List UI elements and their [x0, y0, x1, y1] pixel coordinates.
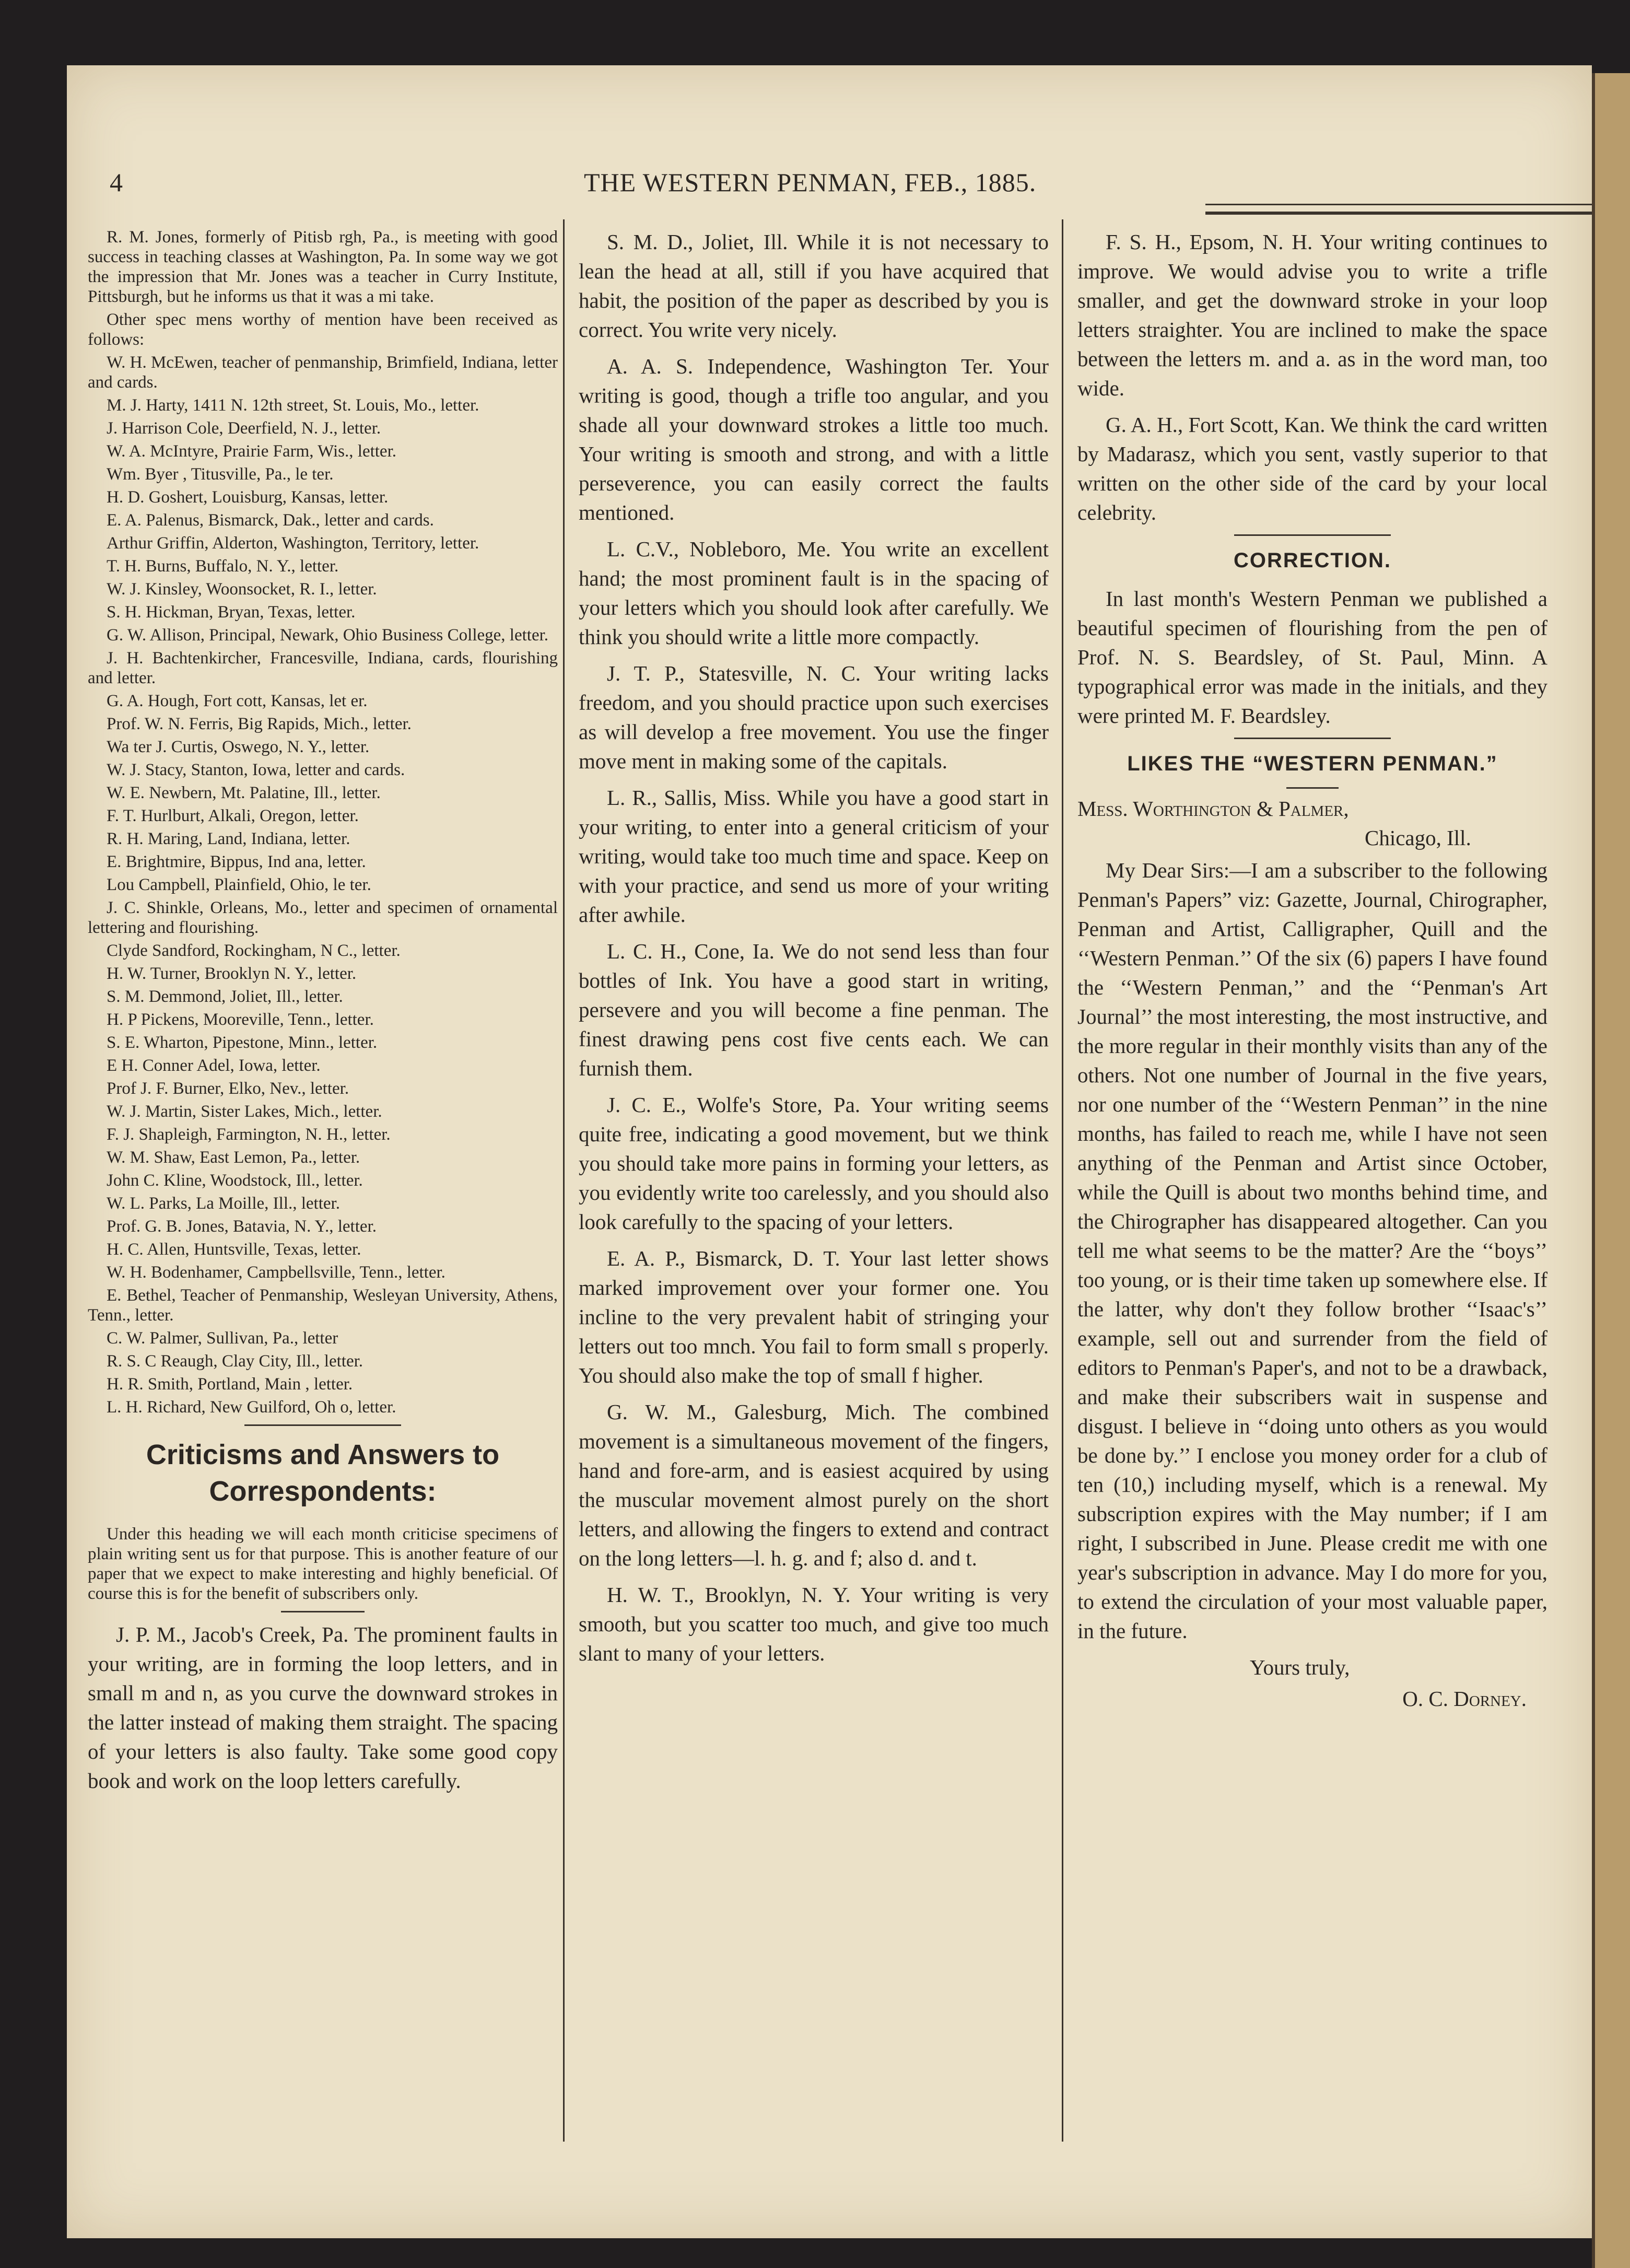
specimen-entry: S. M. Demmond, Joliet, Ill., letter. [107, 987, 343, 1006]
letter-signature: O. C. Dorney. [1402, 1687, 1527, 1711]
specimens-intro: Other spec mens worthy of mention have been received as follows: [88, 310, 558, 349]
correction-rule [1234, 534, 1391, 536]
header-rule-thin [1205, 204, 1592, 205]
specimen-entry: W. L. Parks, La Moille, Ill., letter. [107, 1194, 340, 1213]
specimen-entry: W. J. Stacy, Stanton, Iowa, letter and cards. [107, 761, 405, 779]
masthead-title: THE WESTERN PENMAN, FEB., 1885. [584, 168, 1037, 197]
letter-body: My Dear Sirs:—I am a subscriber to the following Penman's Papers” viz: Gazette, Journal, Chirographer, Penman and Artist, Calligrapher, Quill and the ‘‘Western Penman.’’ Of the six (6) papers I have found the ‘‘Western Penman,’’ and the ‘‘Penman's Art Journal’’ the most interesting, the most instructive, and the more regular in their monthly visits than any of the others. Not one number of Journal in the five years, nor one number of the ‘‘Western Penman’’ in the nine months, has failed to reach me, while I have not seen anything of the Penman and Artist since October, while the Quill is about two months behind time, and the Chirographer has disappeared altogether. Can you tell me what seems to be the matter? Are the ‘‘boys’’ too young, or is their time taken up somewhere else. If the latter, why don't they follow brother ‘‘Isaac's’’ example, sell out and surrender from the field of editors to Penman's Paper's, and not to be a drawback, and make their subscribers wait in suspense and disgust. I believe in ‘‘doing unto others as you would be done by.’’ I enclose you money order for a club of ten (10,) including myself, which is a renewal. My subscription expires with the May number; if I am right, I subscribed in June. Please credit me with one year's subscription in advance. May I do more for you, to extend the circulation of your most valuable paper, in the future. [1077, 858, 1547, 1643]
specimen-entry: C. W. Palmer, Sullivan, Pa., letter [107, 1329, 338, 1348]
criticisms-intro: Under this heading we will each month criticise specimens of plain writing sent us for that purpose. This is another feature of our paper that we expect to make interesting and highly beneficial. Of course this is for the benefit of subscribers only. [88, 1525, 558, 1603]
specimen-entry: Lou Campbell, Plainfield, Ohio, le ter. [107, 875, 371, 894]
specimen-entry: L. H. Richard, New Guilford, Oh o, letter. [107, 1398, 396, 1417]
address-line-1: Mess. Worthington & Palmer, [1077, 797, 1349, 821]
specimen-entry: E. A. Palenus, Bismarck, Dak., letter and cards. [107, 511, 434, 530]
column-3 [1077, 227, 1547, 1721]
criticism-paragraph: L. C.V., Nobleboro, Me. You write an excellent hand; the most prominent fault is in the spacing of your letters which you should look after carefully. We think you should write a little more compactly. [579, 537, 1049, 649]
specimen-entry: G. W. Allison, Principal, Newark, Ohio Business College, letter. [107, 626, 549, 645]
specimen-entry: W. A. McIntyre, Prairie Farm, Wis., letter. [107, 442, 396, 461]
specimen-list [88, 353, 558, 1417]
specimen-entry: R. H. Maring, Land, Indiana, letter. [107, 829, 350, 848]
address-line-2: Chicago, Ill. [1365, 826, 1471, 850]
criticism-paragraph: G. A. H., Fort Scott, Kan. We think the card written by Madarasz, which you sent, vastly superior to that written on the other side of the card by your local celebrity. [1077, 413, 1547, 524]
column-separator-1 [563, 219, 565, 2142]
criticism-paragraph: E. A. P., Bismarck, D. T. Your last letter shows marked improvement over your former one. You incline to the very prevalent habit of stringing your letters out too mnch. You fail to form small s properly. You should also make the top of small f higher. [579, 1246, 1049, 1387]
specimen-entry: S. E. Wharton, Pipestone, Minn., letter. [107, 1033, 378, 1052]
specimen-entry: W. J. Martin, Sister Lakes, Mich., letter. [107, 1102, 382, 1121]
criticism-paragraph: S. M. D., Joliet, Ill. While it is not necessary to lean the head at all, still if you have acquired that habit, the position of the paper as described by you is correct. You write very nicely. [579, 230, 1049, 342]
specimen-entry: S. H. Hickman, Bryan, Texas, letter. [107, 603, 356, 622]
specimen-entry: F. T. Hurlburt, Alkali, Oregon, letter. [107, 806, 359, 825]
criticism-paragraph: J. T. P., Statesville, N. C. Your writing lacks freedom, and you should practice upon such exercises as will develop a free movement. You use the finger move ment in making some of the capitals. [579, 661, 1049, 773]
criticism-paragraph: A. A. S. Independence, Washington Ter. Your writing is good, though a trifle too angular, and you shade all your downward strokes a little too much. Your writing is smooth and strong, and with a little perseverence, you can easily correct the faults mentioned. [579, 354, 1049, 524]
specimen-entry: W. E. Newbern, Mt. Palatine, Ill., letter. [107, 784, 381, 802]
specimen-entry: J. H. Bachtenkircher, Francesville, Indiana, cards, flourishing and letter. [88, 649, 558, 687]
jpm-paragraph: J. P. M., Jacob's Creek, Pa. The prominent faults in your writing, are in forming the loop letters, and in small m and n, as you curve the downward strokes in the latter instead of making them straight. The spacing of your letters is also faulty. Take some good copy book and work on the loop letters carefully. [88, 1622, 558, 1793]
page-number: 4 [110, 168, 123, 197]
col3-paragraphs [1077, 227, 1547, 527]
likes-heading: LIKES THE “WESTERN PENMAN.” [1127, 752, 1498, 775]
specimen-entry: Prof J. F. Burner, Elko, Nev., letter. [107, 1079, 349, 1098]
specimen-entry: H. P Pickens, Mooreville, Tenn., letter. [107, 1010, 374, 1029]
newspaper-page [67, 65, 1592, 2238]
criticisms-heading: Criticisms and Answers to Correspondents: [146, 1439, 500, 1507]
criticism-paragraph: H. W. T., Brooklyn, N. Y. Your writing is very smooth, but you scatter too much, and give too much slant to many of your letters. [579, 1583, 1049, 1665]
specimen-entry: Wa ter J. Curtis, Oswego, N. Y., letter. [107, 738, 370, 756]
criticism-paragraph: L. R., Sallis, Miss. While you have a good start in your writing, to enter into a general criticism of your writing, would take too much time and space. Keep on with your practice, and send us more of your writing after awhile. [579, 786, 1049, 927]
criticism-paragraph: L. C. H., Cone, Ia. We do not send less than four bottles of Ink. You have a good start in writing, persevere and you will become a fine penman. The finest drawing pens cost five cents each. We can furnish them. [579, 939, 1049, 1080]
specimen-entry: Prof. W. N. Ferris, Big Rapids, Mich., letter. [107, 715, 412, 733]
specimen-entry: Prof. G. B. Jones, Batavia, N. Y., letter. [107, 1217, 377, 1236]
specimen-entry: H. W. Turner, Brooklyn N. Y., letter. [107, 964, 357, 983]
specimen-entry: E H. Conner Adel, Iowa, letter. [107, 1056, 321, 1075]
specimen-entry: Wm. Byer , Titusville, Pa., le ter. [107, 465, 334, 484]
specimen-entry: E. Brightmire, Bippus, Ind ana, letter. [107, 852, 366, 871]
correction-heading: CORRECTION. [1234, 549, 1391, 572]
specimen-entry: G. A. Hough, Fort cott, Kansas, let er. [107, 692, 368, 710]
column-separator-2 [1062, 219, 1063, 2142]
specimen-entry: T. H. Burns, Buffalo, N. Y., letter. [107, 557, 339, 576]
specimen-entry: W. H. Bodenhamer, Campbellsville, Tenn., letter. [107, 1263, 445, 1282]
specimen-entry: M. J. Harty, 1411 N. 12th street, St. Louis, Mo., letter. [107, 396, 479, 415]
specimen-entry: W. H. McEwen, teacher of penmanship, Brimfield, Indiana, letter and cards. [88, 353, 558, 392]
page-header [88, 167, 1587, 209]
specimen-entry: J. Harrison Cole, Deerfield, N. J., letter. [107, 419, 381, 438]
specimen-entry: H. C. Allen, Huntsville, Texas, letter. [107, 1240, 361, 1259]
page-gutter-shadow [1592, 73, 1595, 2268]
likes-rule [1234, 738, 1391, 739]
intro-paragraph: R. M. Jones, formerly of Pitisb rgh, Pa., is meeting with good success in teaching classes at Washington, Pa. In some way we got the impression that Mr. Jones was a teacher in Curry Institute, Pittsburgh, but he informs us that it was a mi take. [88, 228, 558, 306]
section-rule [244, 1424, 401, 1426]
specimen-entry: J. C. Shinkle, Orleans, Mo., letter and specimen of ornamental lettering and flourishing. [88, 898, 558, 937]
criticism-paragraph: J. C. E., Wolfe's Store, Pa. Your writing seems quite free, indicating a good movement, but we think you should take more pains in forming your letters, as you evidently write too carelessly, and you should also look carefully to the spacing of your letters. [579, 1093, 1049, 1234]
specimen-entry: R. S. C Reaugh, Clay City, Ill., letter. [107, 1352, 363, 1371]
specimen-entry: E. Bethel, Teacher of Penmanship, Wesleyan University, Athens, Tenn., letter. [88, 1286, 558, 1325]
criticism-paragraph: F. S. H., Epsom, N. H. Your writing continues to improve. We would advise you to write a trifle smaller, and get the downward stroke in your loop letters straighter. You are inclined to make the space between the letters m. and a. as in the word man, too wide. [1077, 230, 1547, 400]
specimen-entry: Arthur Griffin, Alderton, Washington, Territory, letter. [107, 534, 479, 553]
likes-subrule [1286, 787, 1339, 789]
specimen-entry: H. R. Smith, Portland, Main , letter. [107, 1375, 353, 1394]
specimen-entry: F. J. Shapleigh, Farmington, N. H., letter. [107, 1125, 391, 1144]
header-rule-thick [1205, 212, 1592, 215]
column-1 [88, 227, 558, 1803]
column-2 [579, 227, 1049, 1675]
specimen-entry: John C. Kline, Woodstock, Ill., letter. [107, 1171, 363, 1190]
adjacent-page-edge [1592, 73, 1630, 2268]
specimen-entry: H. D. Goshert, Louisburg, Kansas, letter. [107, 488, 389, 507]
correction-text: In last month's Western Penman we published a beautiful specimen of flourishing from the pen of Prof. N. S. Beardsley, of St. Paul, Minn. A typographical error was made in the initials, and they were printed M. F. Beardsley. [1077, 587, 1547, 728]
specimen-entry: Clyde Sandford, Rockingham, N C., letter. [107, 941, 401, 960]
specimen-entry: W. M. Shaw, East Lemon, Pa., letter. [107, 1148, 360, 1167]
criticisms-rule [281, 1611, 365, 1612]
specimen-entry: W. J. Kinsley, Woonsocket, R. I., letter. [107, 580, 377, 599]
criticism-paragraph: G. W. M., Galesburg, Mich. The combined movement is a simultaneous movement of the fingers, hand and fore-arm, and is easiest acquired by using the muscular movement almost purely on the short letters, and allowing the fingers to extend and contract on the long letters—l. h. g. and f; also d. and t. [579, 1400, 1049, 1570]
letter-closing: Yours truly, [1250, 1655, 1350, 1679]
criticism-paragraphs [579, 227, 1049, 1668]
